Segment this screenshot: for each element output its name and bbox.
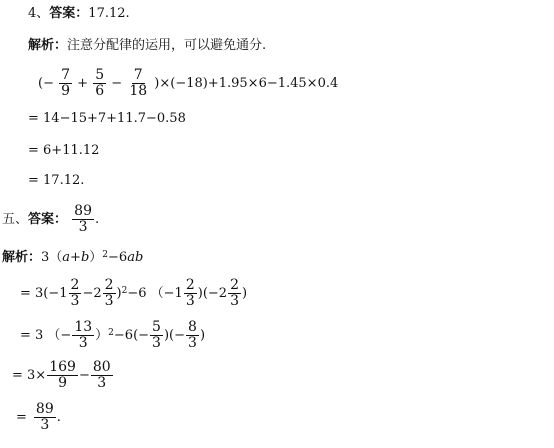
q4-expr-rest: )×(−18)+1.95×6−1.45×0.4 bbox=[154, 76, 339, 91]
q4-answer-value: 17.12. bbox=[88, 6, 130, 21]
q5-expr-var2: ab bbox=[127, 250, 144, 265]
q5-s1-m4-num: 2 bbox=[230, 277, 239, 293]
q5-s1-sup: 2 bbox=[121, 286, 128, 296]
q5-s4-frac bbox=[34, 402, 56, 433]
q5-answer-label: 答案： bbox=[28, 212, 68, 227]
q5-s1-m1-den: 3 bbox=[70, 293, 80, 309]
q5-prefix: 五、 bbox=[2, 212, 29, 227]
q5-s4-num: 89 bbox=[35, 401, 54, 417]
q5-s2-f1-den: 3 bbox=[78, 335, 88, 351]
q5-step-2 bbox=[20, 316, 205, 356]
q4-f3-den: 18 bbox=[129, 83, 148, 99]
q5-s2-f3-num: 8 bbox=[188, 319, 197, 335]
q5-s1-m2-den: 3 bbox=[104, 293, 114, 309]
q5-s2-f2-den: 3 bbox=[152, 335, 161, 351]
q5-s1-m4-den: 3 bbox=[230, 293, 239, 309]
q5-s1-end: ) bbox=[241, 286, 248, 301]
q5-s1-frac-3 bbox=[184, 278, 197, 309]
q4-f2-den: 6 bbox=[95, 83, 105, 99]
q4-answer-line bbox=[28, 6, 130, 22]
q5-step-4 bbox=[16, 398, 61, 438]
q5-expr-a: 3（ bbox=[41, 250, 63, 265]
q5-s2-frac-2 bbox=[150, 320, 163, 351]
q5-s1-m3-num: 2 bbox=[185, 277, 195, 293]
q5-s3-f2-den: 3 bbox=[97, 375, 107, 391]
q4-analysis-line bbox=[28, 38, 266, 54]
q5-expr-var: a+b bbox=[62, 250, 90, 265]
q5-s2-f3-den: 3 bbox=[188, 335, 197, 351]
q5-s3-f2-num: 80 bbox=[92, 359, 111, 375]
q5-ans-num: 89 bbox=[74, 203, 92, 219]
q4-expr-open: (− bbox=[38, 76, 54, 91]
q4-step-1: = 14−15+7+11.7−0.58 bbox=[28, 111, 186, 126]
q5-s3-f1-num: 169 bbox=[49, 359, 76, 375]
q5-answer-fraction bbox=[72, 204, 94, 235]
q5-expr-c: −6 bbox=[108, 250, 128, 265]
q4-analysis-text: 注意分配律的运用，可以避免通分. bbox=[67, 38, 267, 53]
q4-prefix: 4、 bbox=[28, 6, 50, 21]
q5-s1-m1-num: 2 bbox=[70, 277, 80, 293]
q4-fraction-2 bbox=[93, 68, 106, 99]
q5-ans-den: 3 bbox=[78, 219, 88, 235]
q5-s1-m3-den: 3 bbox=[185, 293, 195, 309]
q5-s3-frac-2 bbox=[91, 360, 113, 391]
q5-s4-den: 3 bbox=[40, 417, 50, 433]
q5-step-3 bbox=[12, 356, 114, 396]
q5-expr-sup: 2 bbox=[102, 250, 109, 260]
q5-ans-end: . bbox=[95, 212, 100, 227]
q4-fraction-3 bbox=[127, 68, 149, 99]
q4-answer-label: 答案： bbox=[49, 6, 89, 21]
q5-s1-eq: = 3(−1 bbox=[20, 286, 68, 301]
q5-s1-mid3: )(−2 bbox=[197, 286, 228, 301]
q5-s2-end: ) bbox=[199, 328, 206, 343]
q5-s2-eq: = 3 （− bbox=[20, 328, 72, 343]
q5-s2-mid2: )(− bbox=[163, 328, 186, 343]
q4-step-2: = 6+11.12 bbox=[28, 143, 100, 158]
q4-f1-num: 7 bbox=[61, 67, 71, 83]
q5-s3-eq: = 3× bbox=[12, 368, 47, 383]
q5-s2-f2-num: 5 bbox=[152, 319, 161, 335]
q5-s1-mid: −2 bbox=[82, 286, 102, 301]
q4-f2-num: 5 bbox=[95, 67, 105, 83]
q5-s2-frac-1 bbox=[72, 320, 94, 351]
q5-s3-frac-1 bbox=[47, 360, 78, 391]
q5-s3-f1-den: 9 bbox=[58, 375, 68, 391]
q5-s1-mid2: −6 （−1 bbox=[127, 286, 183, 301]
q5-s4-eq: = bbox=[16, 410, 27, 425]
q5-s1-close: ) bbox=[116, 286, 122, 301]
q5-s1-frac-2 bbox=[103, 278, 116, 309]
q4-expression bbox=[38, 64, 338, 104]
q5-analysis-line bbox=[2, 250, 143, 266]
q5-s2-frac-3 bbox=[186, 320, 199, 351]
q5-s2-close: ） bbox=[95, 328, 109, 343]
q4-analysis-label: 解析： bbox=[28, 38, 68, 53]
q4-f3-num: 7 bbox=[133, 67, 143, 83]
q5-s2-f1-num: 13 bbox=[74, 319, 93, 335]
q5-s1-frac-4 bbox=[228, 278, 241, 309]
q5-s2-mid: −6(− bbox=[113, 328, 150, 343]
q4-minus: − bbox=[111, 76, 123, 91]
q4-f1-den: 9 bbox=[61, 83, 71, 99]
q5-answer-line bbox=[2, 200, 99, 240]
q5-analysis-label: 解析： bbox=[2, 250, 42, 265]
q5-s1-frac-1 bbox=[69, 278, 82, 309]
q4-fraction-1 bbox=[59, 68, 72, 99]
q5-s2-sup: 2 bbox=[108, 328, 114, 338]
q5-expr-b: ） bbox=[89, 250, 103, 265]
q4-plus: + bbox=[77, 76, 89, 91]
q5-step-1 bbox=[20, 274, 247, 314]
q4-step-3: = 17.12. bbox=[28, 173, 85, 188]
q5-s3-minus: − bbox=[78, 368, 90, 383]
q5-s4-end: . bbox=[56, 410, 61, 425]
q5-s1-m2-num: 2 bbox=[104, 277, 114, 293]
